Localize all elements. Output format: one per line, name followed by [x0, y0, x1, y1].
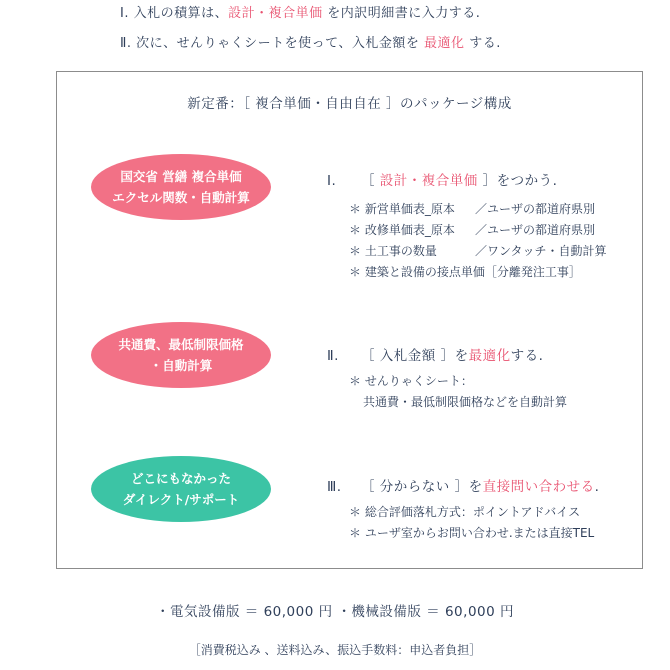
pill-line: どこにもなかった: [130, 471, 231, 486]
intro-line-1-post: を内訳明細書に入力する.: [322, 6, 481, 21]
list-item: 共通費・最低制限価格などを自動計算: [363, 395, 568, 409]
pill-line: ・自動計算: [149, 358, 213, 373]
intro-line-1-pre: Ⅰ. 入札の積算は、: [120, 6, 229, 21]
intro-line-1: [120, 2, 480, 21]
section-highlight: 最適化: [468, 348, 511, 364]
pill-line: 国交省 営繕 複合単価: [120, 169, 242, 184]
list-item: [349, 262, 607, 283]
section-2-heading: [327, 344, 543, 364]
price-line: ・電気設備版 ＝ 60,000 円 ・機械設備版 ＝ 60,000 円: [155, 604, 514, 620]
section-number: Ⅰ.: [327, 173, 337, 189]
section-3-items: [349, 502, 594, 544]
intro-line-2-post: する.: [464, 36, 501, 51]
list-item: ＊ せんりゃくシート：: [349, 374, 473, 388]
package-box: [56, 71, 643, 569]
list-item: ＊ 総合評価落札方式：ポイントアドバイス: [349, 505, 581, 519]
section-pre: ［: [361, 173, 380, 189]
item-detail: ／ワンタッチ・自動計算: [475, 244, 607, 258]
pill-common-cost: [91, 322, 271, 388]
section-1-items: [349, 199, 607, 283]
pill-line: エクセル関数・自動計算: [112, 190, 250, 205]
intro-line-2-pre: Ⅱ. 次に、せんりゃくシートを使って、入札金額を: [120, 36, 425, 51]
section-highlight: 直接問い合わせる: [482, 479, 595, 495]
pill-unit-price: [91, 154, 271, 220]
section-post: ］をつかう.: [477, 173, 558, 189]
item-detail: ／ユーザの都道府県別: [475, 202, 596, 216]
item-detail: ／ユーザの都道府県別: [475, 223, 596, 237]
section-number: Ⅱ.: [327, 348, 339, 364]
item-label: ＊ 改修単価表_原本: [349, 223, 455, 237]
section-pre: ［ 入札金額 ］を: [361, 348, 469, 364]
intro-line-2-highlight: 最適化: [424, 36, 465, 51]
pill-line: ダイレクト/サポート: [122, 492, 240, 507]
section-post: .: [594, 479, 600, 495]
pill-line: 共通費、最低制限価格: [118, 337, 244, 352]
list-item: [349, 241, 607, 262]
item-label: ＊ 建築と設備の接点単価［分離発注工事］: [349, 265, 581, 279]
section-3-heading: [327, 475, 599, 495]
section-pre: ［ 分からない ］を: [361, 479, 483, 495]
section-post: する.: [510, 348, 544, 364]
price-note: ［消費税込み 、送料込み、振込手数料：申込者負担］: [188, 643, 482, 657]
list-item: ＊ ユーザ室からお問い合わせ.または直接TEL: [349, 526, 595, 540]
item-label: ＊ 新営単価表_原本: [349, 202, 455, 216]
pill-support: [91, 456, 271, 522]
list-item: [349, 220, 607, 241]
section-2-items: [349, 371, 567, 413]
item-label: ＊ 土工事の数量: [349, 244, 437, 258]
section-1-heading: [327, 169, 557, 189]
section-highlight: 設計・複合単価: [379, 173, 478, 189]
package-title: 新定番：［ 複合単価・自由自在 ］のパッケージ構成: [187, 96, 512, 112]
intro-line-2: [120, 32, 501, 51]
list-item: [349, 199, 607, 220]
section-number: Ⅲ.: [327, 479, 342, 495]
intro-line-1-highlight: 設計・複合単価: [228, 6, 323, 21]
